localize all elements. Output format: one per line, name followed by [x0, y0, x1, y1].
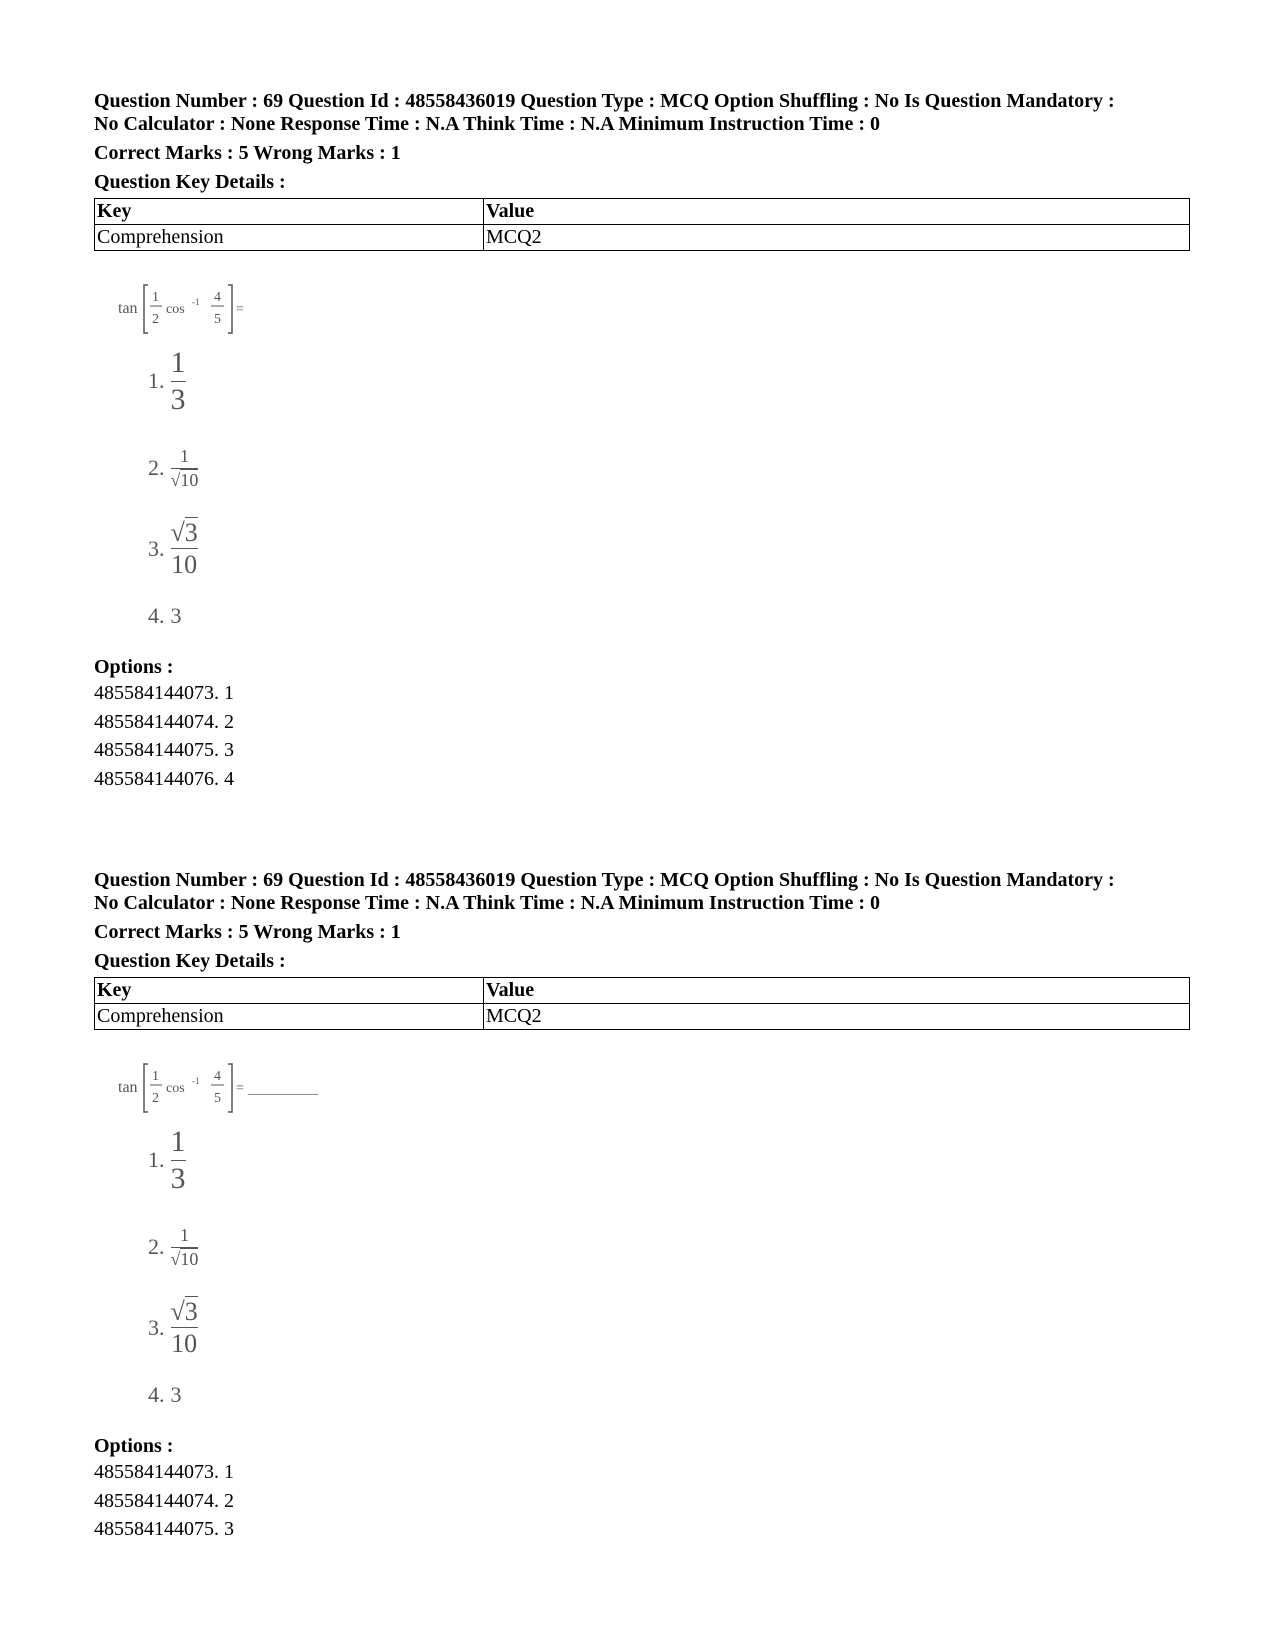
cell-value: MCQ2 — [484, 1004, 1190, 1030]
choice-2 — [148, 447, 198, 490]
equals-sign: = — [236, 302, 244, 317]
option-row: 485584144074. 2 — [94, 1489, 234, 1512]
choice-number: 2. — [148, 455, 165, 481]
bracket-left — [144, 1064, 148, 1112]
radicand: 10 — [180, 469, 199, 490]
choice-3 — [148, 1298, 198, 1358]
answer-blank: __________ — [248, 1082, 318, 1097]
choice-value: 3 — [170, 603, 182, 628]
choice-fraction — [171, 347, 186, 415]
bracket-left — [144, 285, 148, 333]
radicand: 3 — [184, 518, 198, 547]
marks-line: Correct Marks : 5 Wrong Marks : 1 — [94, 921, 401, 943]
equals-sign: = — [236, 1081, 244, 1096]
question-math-image — [94, 1030, 1194, 1407]
question-block-1 — [94, 90, 1194, 793]
radical-sign: √ — [170, 518, 185, 547]
arg-den: 5 — [214, 1091, 221, 1106]
choice-3 — [148, 519, 198, 579]
choice-4 — [148, 603, 182, 629]
denominator — [171, 1250, 199, 1269]
choice-4 — [148, 1382, 182, 1408]
option-row: 485584144073. 1 — [94, 1461, 234, 1483]
choice-1 — [148, 347, 186, 415]
question-meta — [94, 90, 1194, 136]
denominator — [171, 471, 199, 490]
question-stem-formula — [118, 1060, 388, 1114]
header-key: Key — [95, 978, 484, 1004]
table-row — [95, 1004, 1190, 1030]
table-header-row — [95, 978, 1190, 1004]
cell-key: Comprehension — [95, 1004, 484, 1030]
meta-line-2: No Calculator : None Response Time : N.A Think Time : N.A Minimum Instruction Time : 0 — [94, 113, 880, 135]
choice-fraction — [171, 1298, 198, 1358]
choice-fraction — [171, 1126, 186, 1194]
meta-line-1: Question Number : 69 Question Id : 48558436019 Question Type : MCQ Option Shuffling : No Is Question Mandatory : — [94, 90, 1115, 112]
question-meta — [94, 869, 1194, 915]
denominator: 3 — [170, 1161, 186, 1195]
choice-number: 4. — [148, 1382, 165, 1407]
table-row — [95, 225, 1190, 251]
func-cos: cos — [166, 1081, 185, 1096]
meta-line-1: Question Number : 69 Question Id : 48558436019 Question Type : MCQ Option Shuffling : No Is Question Mandatory : — [94, 869, 1115, 891]
question-stem-formula — [118, 281, 378, 335]
choice-fraction — [171, 519, 198, 579]
key-details-label: Question Key Details : — [94, 171, 286, 193]
radical-sign: √ — [170, 469, 181, 490]
numerator — [171, 1298, 198, 1325]
choice-2 — [148, 1226, 198, 1269]
numerator: 1 — [170, 1125, 186, 1158]
cell-key: Comprehension — [95, 225, 484, 251]
choice-value: 3 — [170, 1382, 182, 1407]
coef-den: 2 — [152, 312, 159, 327]
option-row: 485584144075. 3 — [94, 739, 234, 761]
func-tan: tan — [118, 300, 138, 317]
meta-line-2: No Calculator : None Response Time : N.A Think Time : N.A Minimum Instruction Time : 0 — [94, 892, 880, 914]
key-value-table — [94, 977, 1190, 1030]
coef-num: 1 — [152, 290, 159, 305]
cell-value: MCQ2 — [484, 225, 1190, 251]
options-label: Options : — [94, 656, 174, 678]
coef-den: 2 — [152, 1091, 159, 1106]
choice-number: 3. — [148, 1314, 165, 1340]
choice-1 — [148, 1126, 186, 1194]
arg-num: 4 — [214, 290, 221, 305]
option-row: 485584144074. 2 — [94, 710, 234, 733]
choice-fraction — [171, 447, 199, 490]
choice-number: 1. — [148, 1147, 165, 1172]
option-row: 485584144076. 4 — [94, 767, 234, 790]
numerator: 1 — [170, 346, 186, 379]
choice-fraction — [171, 1226, 199, 1269]
question-block-2 — [94, 869, 1194, 1544]
radicand: 10 — [180, 1248, 199, 1269]
radicand: 3 — [184, 1297, 198, 1326]
func-cos: cos — [166, 302, 185, 317]
numerator: 1 — [179, 1225, 189, 1245]
table-header-row — [95, 199, 1190, 225]
options-list — [94, 1458, 1194, 1544]
denominator: 10 — [171, 1329, 198, 1359]
header-value: Value — [484, 978, 1190, 1004]
question-math-image — [94, 251, 1194, 628]
numerator — [171, 519, 198, 546]
bracket-right — [228, 1064, 232, 1112]
inverse-mark: -1 — [192, 297, 200, 307]
fraction-bar — [171, 1160, 186, 1161]
options-list — [94, 679, 1194, 793]
option-row: 485584144073. 1 — [94, 682, 234, 704]
fraction-bar — [171, 1327, 198, 1328]
func-tan: tan — [118, 1079, 138, 1096]
header-key: Key — [95, 199, 484, 225]
choice-number: 4. — [148, 603, 165, 628]
coef-num: 1 — [152, 1069, 159, 1084]
choice-number: 2. — [148, 1234, 165, 1260]
radical-sign: √ — [170, 1248, 181, 1269]
denominator: 10 — [171, 550, 198, 580]
denominator: 3 — [170, 382, 186, 416]
option-row: 485584144075. 3 — [94, 1518, 234, 1540]
key-value-table — [94, 198, 1190, 251]
inverse-mark: -1 — [192, 1076, 200, 1086]
bracket-right — [228, 285, 232, 333]
fraction-bar — [171, 381, 186, 382]
fraction-bar — [171, 548, 198, 549]
marks-line: Correct Marks : 5 Wrong Marks : 1 — [94, 142, 401, 164]
choice-number: 3. — [148, 535, 165, 561]
options-label: Options : — [94, 1435, 174, 1457]
key-details-label: Question Key Details : — [94, 950, 286, 972]
numerator: 1 — [179, 446, 189, 466]
choice-number: 1. — [148, 368, 165, 393]
arg-num: 4 — [214, 1069, 221, 1084]
radical-sign: √ — [170, 1297, 185, 1326]
arg-den: 5 — [214, 312, 221, 327]
header-value: Value — [484, 199, 1190, 225]
